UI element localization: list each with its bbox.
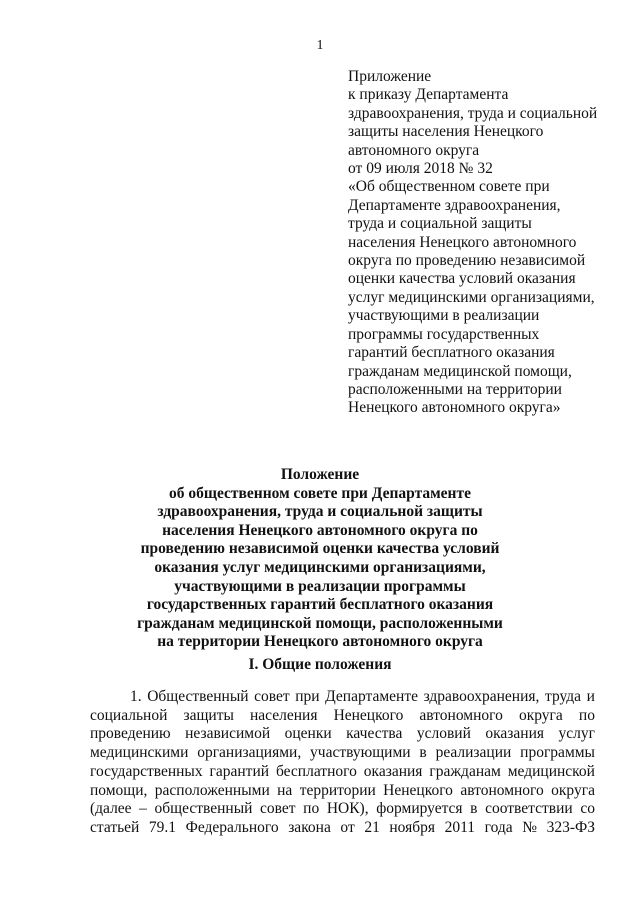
- paragraph-line: [90, 707, 595, 726]
- paragraph-word: автономного: [460, 781, 544, 799]
- paragraph-word: Ненецкого: [333, 706, 404, 724]
- paragraph-word: со: [580, 800, 595, 818]
- appendix-line: труда и социальной защиты: [348, 215, 532, 233]
- paragraph-word: медицинской: [507, 762, 595, 780]
- paragraph-word: Федерального: [185, 818, 279, 836]
- appendix-line: Ненецкого автономного округа»: [348, 399, 561, 417]
- appendix-line: к приказу Департамента: [348, 86, 509, 104]
- paragraph-word: труда: [544, 688, 582, 705]
- paragraph-word: оказания: [485, 725, 544, 743]
- appendix-line: расположенными на территории: [348, 380, 562, 398]
- paragraph-word: социальной: [90, 706, 168, 724]
- paragraph-line: [90, 744, 595, 763]
- paragraph-word: года: [484, 818, 513, 836]
- appendix-line: округа по проведению независимой: [348, 252, 586, 270]
- page-number: 1: [316, 38, 324, 53]
- paragraph-word: условий: [416, 725, 471, 743]
- title-line: населения Ненецкого автономного округа по: [162, 521, 478, 539]
- paragraph-word: округа: [551, 781, 595, 799]
- paragraph-word: автономного: [419, 706, 503, 724]
- appendix-line: защиты населения Ненецкого: [348, 123, 544, 141]
- paragraph-line: [90, 800, 595, 819]
- paragraph-line: [90, 782, 595, 801]
- title-line: здравоохранения, труда и социальной защиты: [157, 503, 483, 521]
- title-line: об общественном совете при Департаменте: [169, 484, 471, 502]
- paragraph-word: по: [303, 800, 320, 818]
- appendix-line: от 09 июля 2018 № 32: [348, 160, 493, 178]
- paragraph-word: оценки: [284, 725, 332, 743]
- paragraph-word: гарантий: [209, 762, 270, 780]
- title-line: участвующими в реализации программы: [174, 577, 466, 595]
- title-line: оказания услуг медицинскими организациями,: [154, 558, 486, 576]
- appendix-line: участвующими в реализации: [348, 307, 540, 325]
- appendix-line: «Об общественном совете при: [348, 178, 550, 196]
- paragraph-word: (далее: [90, 800, 132, 818]
- paragraph-word: Департаменте: [325, 688, 418, 705]
- paragraph-word: совет: [260, 800, 296, 818]
- paragraph-word: соответствии: [485, 800, 573, 818]
- appendix-line: услуг медицинскими организациями,: [348, 288, 595, 306]
- paragraph-word: организациями,: [197, 744, 302, 762]
- paragraph-word: 2011: [444, 818, 476, 836]
- paragraph-word: закона: [288, 818, 331, 836]
- paragraph-line: [90, 819, 595, 838]
- title-line: проведению независимой оценки качества условий: [140, 540, 500, 558]
- paragraph-word: реализации: [435, 744, 512, 762]
- paragraph-word: 1.: [130, 688, 142, 705]
- paragraph-word: в: [470, 800, 478, 818]
- paragraph-word: независимой: [185, 725, 271, 743]
- paragraph-word: 21: [364, 818, 380, 836]
- paragraph-word: при: [295, 688, 320, 705]
- title-line: государственных гарантий бесплатного оказания: [146, 596, 494, 614]
- paragraph-word: помощи,: [90, 781, 148, 799]
- appendix-line: оценки качества условий оказания: [348, 270, 576, 288]
- paragraph-word: гражданам: [429, 762, 501, 780]
- paragraph-word: услуг: [558, 725, 595, 743]
- paragraph-word: по: [578, 706, 595, 724]
- paragraph-word: качества: [346, 725, 403, 743]
- paragraph-word: населения: [250, 706, 318, 724]
- paragraph-word: на: [277, 781, 293, 799]
- paragraph-line: [90, 725, 595, 744]
- paragraph-word: –: [139, 800, 147, 818]
- document-title: [0, 466, 640, 652]
- paragraph-word: в: [419, 744, 427, 762]
- paragraph-word: и: [586, 688, 595, 705]
- paragraph-line: [90, 688, 595, 707]
- appendix-line: программы государственных: [348, 325, 540, 343]
- title-line: Положение: [280, 466, 360, 483]
- paragraph-word: от: [340, 818, 355, 836]
- paragraph-word: Ненецкого: [383, 781, 453, 799]
- paragraph-word: 323-ФЗ: [546, 818, 595, 836]
- title-line: на территории Ненецкого автономного округа: [157, 633, 483, 651]
- paragraph-word: №: [522, 818, 537, 836]
- paragraph-word: округа: [518, 706, 563, 724]
- paragraph-word: государственных: [90, 762, 203, 780]
- paragraph-word: 79.1: [148, 818, 177, 836]
- title-line: гражданам медицинской помощи, расположенными: [137, 614, 503, 632]
- appendix-line: Приложение: [348, 68, 432, 85]
- appendix-block: [348, 68, 618, 418]
- appendix-line: автономного округа: [348, 141, 480, 159]
- paragraph-word: медицинскими: [90, 744, 189, 762]
- paragraph-word: программы: [520, 744, 595, 762]
- paragraph-word: здравоохранения,: [423, 688, 540, 705]
- paragraph-word: бесплатного: [275, 762, 357, 780]
- paragraph-word: защиты: [183, 706, 234, 724]
- paragraph-word: НОК),: [326, 800, 369, 818]
- appendix-line: населения Ненецкого автономного: [348, 233, 577, 251]
- paragraph-word: оказания: [363, 762, 423, 780]
- appendix-line: гарантий бесплатного оказания: [348, 344, 555, 362]
- appendix-line: Департаменте здравоохранения,: [348, 196, 561, 214]
- appendix-line: гражданам медицинской помощи,: [348, 362, 572, 380]
- paragraph-word: совет: [254, 688, 290, 705]
- paragraph-word: ноября: [389, 818, 436, 836]
- paragraph-word: формируется: [376, 800, 463, 818]
- appendix-line: здравоохранения, труда и социальной: [348, 104, 598, 122]
- paragraph-word: участвующими: [310, 744, 411, 762]
- section-heading: I. Общие положения: [248, 656, 392, 673]
- paragraph-word: Общественный: [147, 688, 249, 705]
- body-paragraph: [90, 688, 595, 838]
- paragraph-word: проведению: [90, 725, 171, 743]
- paragraph-line: [90, 763, 595, 782]
- paragraph-word: расположенными: [154, 781, 270, 799]
- paragraph-word: статьей: [90, 818, 140, 836]
- paragraph-word: территории: [299, 781, 376, 799]
- paragraph-word: общественный: [154, 800, 253, 818]
